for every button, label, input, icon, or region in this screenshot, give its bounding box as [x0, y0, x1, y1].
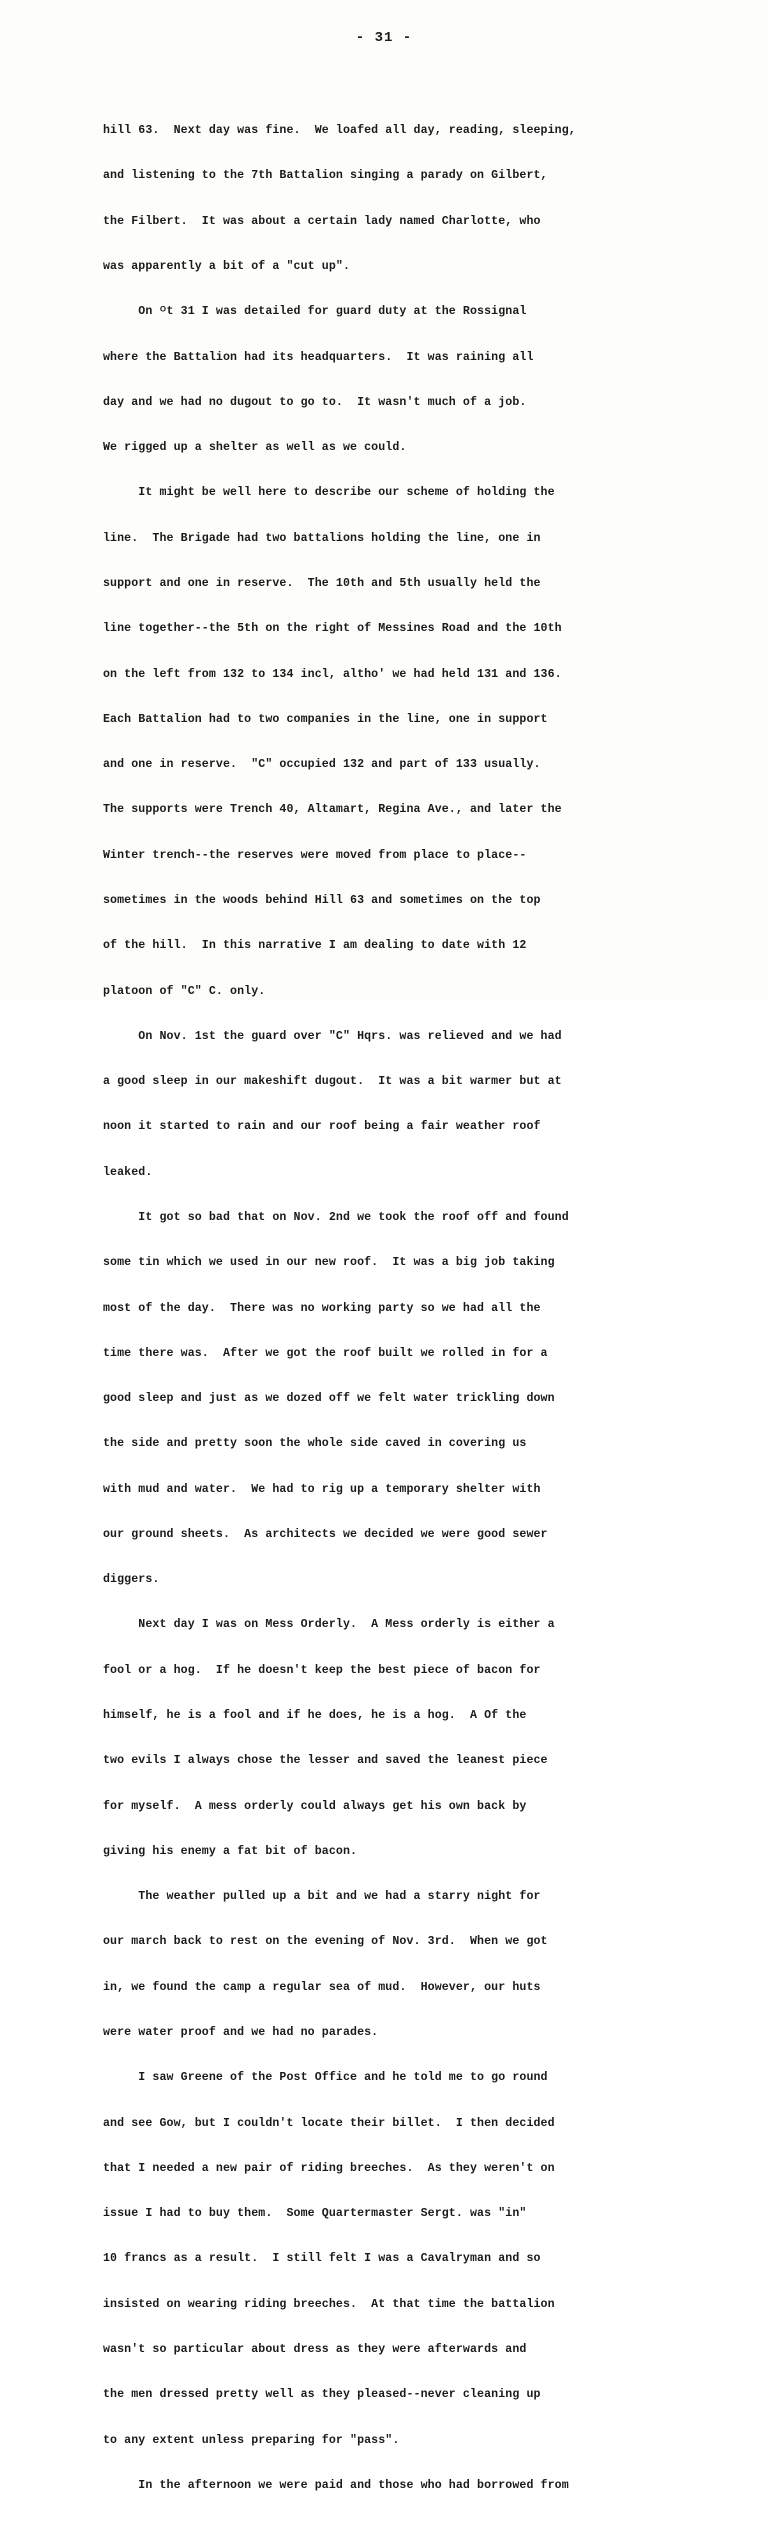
- text-line: It got so bad that on Nov. 2nd we took the roof off and found: [103, 1210, 569, 1224]
- text-line: time there was. After we got the roof built we rolled in for a: [103, 1346, 548, 1360]
- text-line: the Filbert. It was about a certain lady named Charlotte, who: [103, 214, 541, 228]
- text-line: two evils I always chose the lesser and saved the leanest piece: [103, 1754, 548, 1768]
- text-line: It might be well here to describe our scheme of holding the: [103, 486, 555, 500]
- text-line: good sleep and just as we dozed off we felt water trickling down: [103, 1392, 555, 1406]
- text-line: diggers.: [103, 1573, 160, 1587]
- text-line: was apparently a bit of a "cut up".: [103, 260, 351, 274]
- text-line: the men dressed pretty well as they pleased--never cleaning up: [103, 2388, 541, 2402]
- text-line: insisted on wearing riding breeches. At that time the battalion: [103, 2297, 555, 2311]
- text-line: were water proof and we had no parades.: [103, 2026, 379, 2039]
- text-line: giving his enemy a fat bit of bacon.: [103, 1844, 358, 1858]
- text-line: on the left from 132 to 134 incl, altho' we had held 131 and 136.: [103, 667, 562, 681]
- text-line: and see Gow, but I couldn't locate their billet. I then decided: [103, 2116, 555, 2130]
- text-line: In the afternoon we were paid and those who had borrowed from: [103, 2478, 569, 2492]
- text-line: On Nov. 1st the guard over "C" Hqrs. was relieved and we had: [103, 1029, 562, 1043]
- text-line: leaked.: [103, 1165, 153, 1179]
- text-line: We rigged up a shelter as well as we could.: [103, 441, 407, 455]
- text-line: 10 francs as a result. I still felt I was a Cavalryman and so: [103, 2252, 541, 2266]
- text-line: Each Battalion had to two companies in the line, one in support: [103, 712, 548, 726]
- text-line: I saw Greene of the Post Office and he told me to go round: [103, 2071, 548, 2085]
- text-line: sometimes in the woods behind Hill 63 and sometimes on the top: [103, 893, 541, 907]
- text-line: himself, he is a fool and if he does, he is a hog. A Of the: [103, 1709, 527, 1723]
- text-line: some tin which we used in our new roof. It was a big job taking: [103, 1256, 555, 1270]
- text-line: in, we found the camp a regular sea of mud. However, our huts: [103, 1980, 541, 1994]
- text-line: support and one in reserve. The 10th and 5th usually held the: [103, 577, 541, 590]
- text-line: wasn't so particular about dress as they were afterwards and: [103, 2342, 527, 2356]
- text-line: day and we had no dugout to go to. It wasn't much of a job.: [103, 395, 527, 409]
- text-line: On ᴼt 31 I was detailed for guard duty at the Rossignal: [103, 305, 527, 319]
- text-line: and listening to the 7th Battalion singing a parady on Gilbert,: [103, 169, 548, 183]
- page-number: - 31 -: [355, 30, 413, 46]
- text-line: The weather pulled up a bit and we had a starry night for: [103, 1890, 541, 1904]
- text-line: most of the day. There was no working party so we had all the: [103, 1301, 541, 1315]
- text-line: that I needed a new pair of riding breeches. As they weren't on: [103, 2161, 555, 2175]
- text-line: The supports were Trench 40, Altamart, Regina Ave., and later the: [103, 803, 562, 817]
- text-line: platoon of "C" C. only.: [103, 984, 266, 998]
- text-line: for myself. A mess orderly could always get his own back by: [103, 1799, 527, 1813]
- text-line: to any extent unless preparing for "pass".: [103, 2433, 400, 2447]
- text-line: where the Battalion had its headquarters. It was raining all: [103, 350, 534, 364]
- body-text: [103, 93, 743, 2523]
- text-line: issue I had to buy them. Some Quartermaster Sergt. was "in": [103, 2207, 527, 2221]
- text-line: line together--the 5th on the right of Messines Road and the 10th: [103, 622, 562, 636]
- text-line: Next day I was on Mess Orderly. A Mess orderly is either a: [103, 1618, 555, 1632]
- text-line: fool or a hog. If he doesn't keep the best piece of bacon for: [103, 1663, 541, 1677]
- text-line: of the hill. In this narrative I am dealing to date with 12: [103, 939, 527, 953]
- text-line: the side and pretty soon the whole side caved in covering us: [103, 1437, 527, 1451]
- text-line: line. The Brigade had two battalions holding the line, one in: [103, 531, 541, 545]
- text-line: and one in reserve. "C" occupied 132 and part of 133 usually.: [103, 758, 541, 772]
- text-line: noon it started to rain and our roof being a fair weather roof: [103, 1120, 541, 1134]
- text-line: with mud and water. We had to rig up a temporary shelter with: [103, 1482, 541, 1496]
- text-line: Winter trench--the reserves were moved from place to place--: [103, 848, 527, 862]
- text-line: a good sleep in our makeshift dugout. It was a bit warmer but at: [103, 1075, 562, 1089]
- text-line: hill 63. Next day was fine. We loafed all day, reading, sleeping,: [103, 124, 576, 138]
- text-line: our ground sheets. As architects we decided we were good sewer: [103, 1527, 548, 1541]
- text-line: our march back to rest on the evening of Nov. 3rd. When we got: [103, 1935, 548, 1949]
